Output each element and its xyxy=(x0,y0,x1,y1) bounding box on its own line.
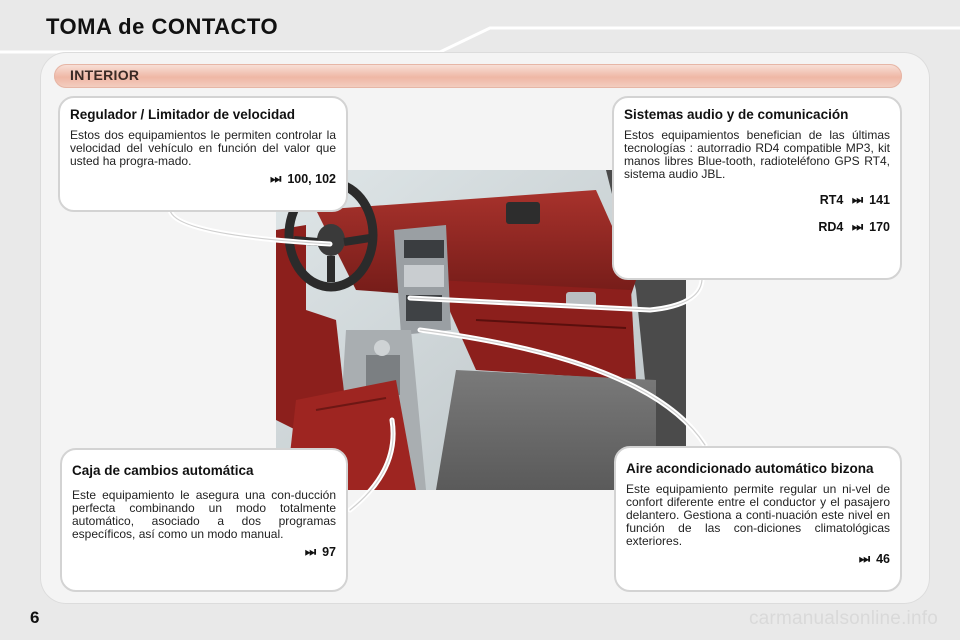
speed-regulator-title: Regulador / Limitador de velocidad xyxy=(70,107,296,122)
automatic-gearbox-page-ref[interactable] xyxy=(72,545,336,560)
double-arrow-right-icon: ⏭ xyxy=(304,545,317,559)
audio-rt4-page-ref[interactable] xyxy=(624,193,890,208)
audio-rd4-page-ref[interactable] xyxy=(624,220,890,235)
automatic-gearbox-ref-page: 97 xyxy=(322,545,336,559)
page-title: TOMA de CONTACTO xyxy=(46,14,279,39)
dual-zone-ac-title: Aire acondicionado automático bizona xyxy=(626,461,874,476)
audio-systems-text: Estos equipamientos benefician de las últimas tecnologías : autorradio RD4 compatible MP3, kit manos libres Blue-tooth, radioteléfono GPS RT4, sistema audio JBL. xyxy=(624,128,890,181)
section-title: INTERIOR xyxy=(70,67,140,83)
speed-regulator-page-ref[interactable] xyxy=(70,172,336,187)
automatic-gearbox-title: Caja de cambios automática xyxy=(72,463,254,478)
info-box-dual-zone-ac xyxy=(614,446,902,592)
dual-zone-ac-page-ref[interactable] xyxy=(626,552,890,567)
info-box-audio-systems xyxy=(612,96,902,280)
rt4-label: RT4 xyxy=(819,193,844,207)
automatic-gearbox-text: Este equipamiento le asegura una con-ducción perfecta combinando un modo totalmente automático, asociado a dos programas específicos, así como un modo manual. xyxy=(72,488,336,541)
speed-regulator-ref-pages: 100, 102 xyxy=(287,172,336,186)
info-box-speed-regulator xyxy=(58,96,348,212)
rd4-label: RD4 xyxy=(818,220,844,234)
watermark: carmanualsonline.info xyxy=(748,608,938,629)
audio-systems-title: Sistemas audio y de comunicación xyxy=(624,107,849,122)
dual-zone-ac-text: Este equipamiento permite regular un ni-vel de confort diferente entre el conductor y el pasajero delantero. Gestiona a conti-nuación este nivel en función de las con-diciones climatológicas exteriores. xyxy=(626,482,890,548)
dual-zone-ac-ref-page: 46 xyxy=(876,552,890,566)
info-box-automatic-gearbox xyxy=(60,448,348,592)
page-number: 6 xyxy=(30,608,40,627)
double-arrow-right-icon: ⏭ xyxy=(858,552,871,566)
speed-regulator-text: Estos dos equipamientos le permiten controlar la velocidad del vehículo en función del valor que usted ha progra-mado. xyxy=(70,128,336,168)
rd4-page: 170 xyxy=(869,220,890,234)
rt4-page: 141 xyxy=(869,193,890,207)
double-arrow-right-icon: ⏭ xyxy=(851,193,864,207)
double-arrow-right-icon: ⏭ xyxy=(851,220,864,234)
double-arrow-right-icon: ⏭ xyxy=(270,172,282,186)
